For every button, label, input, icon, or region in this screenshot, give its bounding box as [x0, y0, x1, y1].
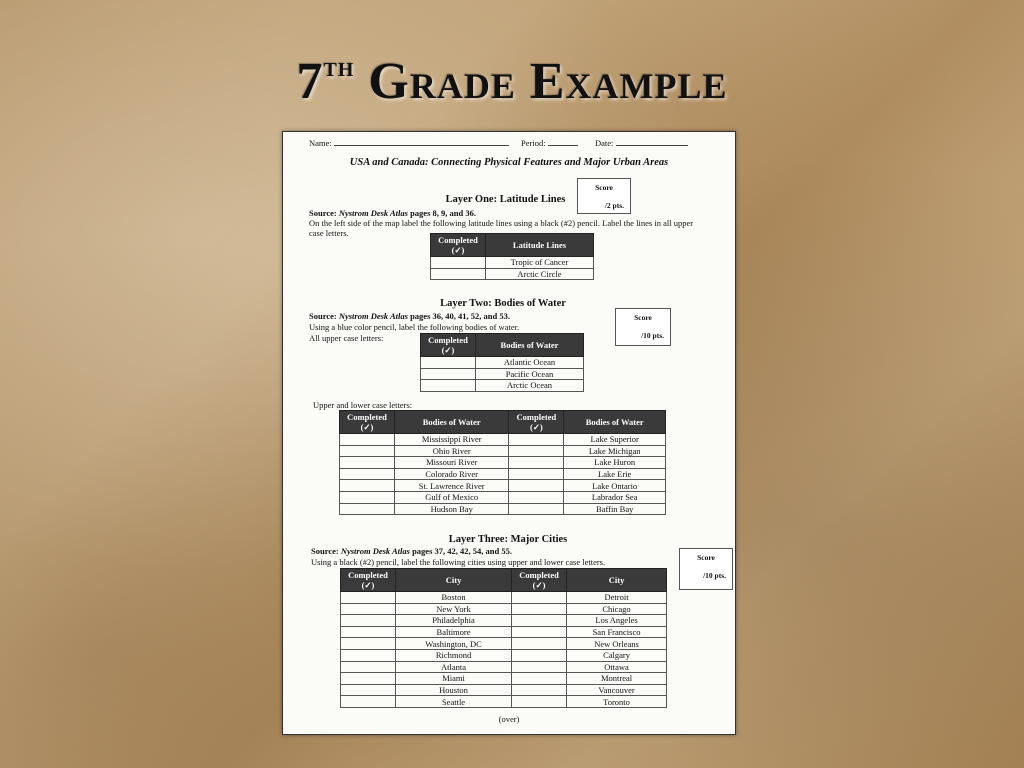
- title-text: Grade Example: [354, 53, 728, 110]
- oceans-table: [420, 333, 584, 392]
- table-row: [431, 268, 594, 280]
- check-cell: [512, 603, 567, 615]
- city-cell: Richmond: [396, 649, 512, 661]
- check-cell: [341, 673, 396, 685]
- water-cell: Gulf of Mexico: [395, 491, 509, 503]
- latitude-cell: Arctic Circle: [486, 268, 594, 280]
- layer3-heading: Layer Three: Major Cities: [448, 534, 568, 545]
- water-cell: Lake Ontario: [564, 480, 666, 492]
- latitude-cell: Tropic of Cancer: [486, 257, 594, 269]
- date-field: [595, 136, 688, 148]
- city-cell: Chicago: [567, 603, 667, 615]
- period-label: Period:: [521, 138, 546, 148]
- water-cell: Colorado River: [395, 468, 509, 480]
- source-atlas: Nystrom Desk Atlas: [340, 546, 410, 556]
- date-blank: [616, 136, 688, 146]
- city-cell: Washington, DC: [396, 638, 512, 650]
- city-cell: Atlanta: [396, 661, 512, 673]
- water-cell: St. Lawrence River: [395, 480, 509, 492]
- latitude-table: [430, 233, 594, 280]
- city-cell: New York: [396, 603, 512, 615]
- score-label: Score: [595, 183, 613, 192]
- date-label: Date:: [595, 138, 614, 148]
- check-cell: [341, 661, 396, 673]
- name-blank: [334, 136, 509, 146]
- table-row: [340, 491, 666, 503]
- table-row: [341, 696, 667, 708]
- check-cell: [512, 626, 567, 638]
- score-points: /2 pts.: [604, 201, 624, 210]
- table-row: [341, 684, 667, 696]
- water-cell: Ohio River: [395, 445, 509, 457]
- city-cell: Los Angeles: [567, 615, 667, 627]
- period-blank: [548, 136, 578, 146]
- col-completed: Completed (✓): [431, 234, 486, 257]
- water-cell: Pacific Ocean: [476, 368, 584, 380]
- period-field: [521, 136, 578, 148]
- source-atlas: Nystrom Desk Atlas: [338, 208, 408, 218]
- check-cell: [431, 268, 486, 280]
- col-city: City: [396, 569, 512, 592]
- col-completed: Completed (✓): [421, 334, 476, 357]
- layer1-heading: Layer One: Latitude Lines: [445, 194, 566, 205]
- col-completed: Completed (✓): [340, 411, 395, 434]
- check-cell: [341, 615, 396, 627]
- water-cell: Hudson Bay: [395, 503, 509, 515]
- table-row: [340, 445, 666, 457]
- col-latitude: Latitude Lines: [486, 234, 594, 257]
- worksheet-title: USA and Canada: Connecting Physical Features and Major Urban Areas: [349, 157, 669, 168]
- check-cell: [512, 638, 567, 650]
- water-cell: Baffin Bay: [564, 503, 666, 515]
- city-cell: Boston: [396, 592, 512, 604]
- source-atlas: Nystrom Desk Atlas: [338, 311, 408, 321]
- table-row: [340, 434, 666, 446]
- city-cell: Ottawa: [567, 661, 667, 673]
- check-cell: [509, 503, 564, 515]
- check-cell: [341, 592, 396, 604]
- source-label: Source:: [311, 546, 341, 556]
- table-row: [340, 457, 666, 469]
- water-cell: Missouri River: [395, 457, 509, 469]
- table-row: [341, 603, 667, 615]
- table-row: [421, 368, 584, 380]
- city-cell: Philadelphia: [396, 615, 512, 627]
- layer2-source: [309, 311, 510, 321]
- table-row: [341, 661, 667, 673]
- water-cell: Lake Huron: [564, 457, 666, 469]
- check-cell: [512, 673, 567, 685]
- title-ordinal: th: [323, 52, 355, 83]
- score-points: /10 pts.: [703, 571, 726, 580]
- page-footer: (over): [498, 714, 520, 724]
- table-row: [341, 673, 667, 685]
- check-cell: [509, 491, 564, 503]
- city-cell: Toronto: [567, 696, 667, 708]
- check-cell: [340, 503, 395, 515]
- check-cell: [512, 696, 567, 708]
- table-row: [421, 357, 584, 369]
- check-cell: [512, 649, 567, 661]
- table-row: [340, 468, 666, 480]
- mixed-case-label: Upper and lower case letters:: [313, 400, 413, 410]
- check-cell: [512, 684, 567, 696]
- col-bodies-of-water: Bodies of Water: [395, 411, 509, 434]
- check-cell: [509, 457, 564, 469]
- check-cell: [509, 468, 564, 480]
- col-city-2: City: [567, 569, 667, 592]
- check-cell: [431, 257, 486, 269]
- col-bodies-of-water-2: Bodies of Water: [564, 411, 666, 434]
- source-pages: pages 8, 9, and 36.: [407, 208, 476, 218]
- col-completed-2: Completed (✓): [509, 411, 564, 434]
- city-cell: Houston: [396, 684, 512, 696]
- col-bodies-of-water: Bodies of Water: [476, 334, 584, 357]
- source-label: Source:: [309, 311, 339, 321]
- check-cell: [340, 457, 395, 469]
- check-cell: [512, 615, 567, 627]
- score-label: Score: [697, 553, 715, 562]
- layer3-source: [311, 546, 512, 556]
- score-points: /10 pts.: [641, 331, 664, 340]
- check-cell: [341, 638, 396, 650]
- water-cell: Lake Erie: [564, 468, 666, 480]
- check-cell: [341, 649, 396, 661]
- check-cell: [512, 592, 567, 604]
- source-pages: pages 36, 40, 41, 52, and 53.: [407, 311, 510, 321]
- layer1-source: [309, 208, 476, 218]
- city-cell: Montreal: [567, 673, 667, 685]
- check-cell: [340, 491, 395, 503]
- layer3-instruction: Using a black (#2) pencil, label the following cities using upper and lower case letters.: [311, 557, 606, 567]
- title-number: 7: [296, 53, 324, 110]
- check-cell: [340, 468, 395, 480]
- worksheet-image: [282, 131, 736, 735]
- layer1-instruction: On the left side of the map label the following latitude lines using a black (#2) pencil. Label the lines in all upper case letters.: [309, 218, 694, 238]
- slide-title: [0, 52, 1024, 111]
- name-field: [309, 136, 509, 148]
- source-pages: pages 37, 42, 42, 54, and 55.: [409, 546, 512, 556]
- table-row: [341, 592, 667, 604]
- layer2-score-box: [615, 308, 671, 346]
- table-row: [341, 638, 667, 650]
- check-cell: [421, 380, 476, 392]
- check-cell: [340, 445, 395, 457]
- upper-case-label: All upper case letters:: [309, 333, 384, 343]
- city-cell: Baltimore: [396, 626, 512, 638]
- table-row: [340, 503, 666, 515]
- city-cell: Detroit: [567, 592, 667, 604]
- check-cell: [509, 480, 564, 492]
- check-cell: [341, 603, 396, 615]
- table-row: [340, 480, 666, 492]
- col-completed: Completed (✓): [341, 569, 396, 592]
- water-cell: Labrador Sea: [564, 491, 666, 503]
- check-cell: [340, 434, 395, 446]
- city-cell: Seattle: [396, 696, 512, 708]
- source-label: Source:: [309, 208, 339, 218]
- city-cell: New Orleans: [567, 638, 667, 650]
- name-label: Name:: [309, 138, 332, 148]
- check-cell: [340, 480, 395, 492]
- table-row: [341, 626, 667, 638]
- check-cell: [341, 696, 396, 708]
- city-cell: Vancouver: [567, 684, 667, 696]
- water-cell: Mississippi River: [395, 434, 509, 446]
- city-cell: Miami: [396, 673, 512, 685]
- check-cell: [341, 626, 396, 638]
- table-row: [421, 380, 584, 392]
- cities-table: [340, 568, 667, 708]
- layer2-instruction: Using a blue color pencil, label the following bodies of water.: [309, 322, 520, 332]
- city-cell: San Francisco: [567, 626, 667, 638]
- check-cell: [509, 434, 564, 446]
- city-cell: Calgary: [567, 649, 667, 661]
- water-cell: Atlantic Ocean: [476, 357, 584, 369]
- cities-body: [341, 592, 667, 708]
- rivers-lakes-body: [340, 434, 666, 515]
- check-cell: [341, 684, 396, 696]
- rivers-lakes-table: [339, 410, 666, 515]
- check-cell: [421, 368, 476, 380]
- water-cell: Lake Michigan: [564, 445, 666, 457]
- table-row: [341, 649, 667, 661]
- table-row: [341, 615, 667, 627]
- layer2-heading: Layer Two: Bodies of Water: [440, 298, 566, 309]
- check-cell: [421, 357, 476, 369]
- layer3-score-box: [679, 548, 733, 590]
- water-cell: Arctic Ocean: [476, 380, 584, 392]
- col-completed-2: Completed (✓): [512, 569, 567, 592]
- water-cell: Lake Superior: [564, 434, 666, 446]
- check-cell: [509, 445, 564, 457]
- table-row: [431, 257, 594, 269]
- check-cell: [512, 661, 567, 673]
- score-label: Score: [634, 313, 652, 322]
